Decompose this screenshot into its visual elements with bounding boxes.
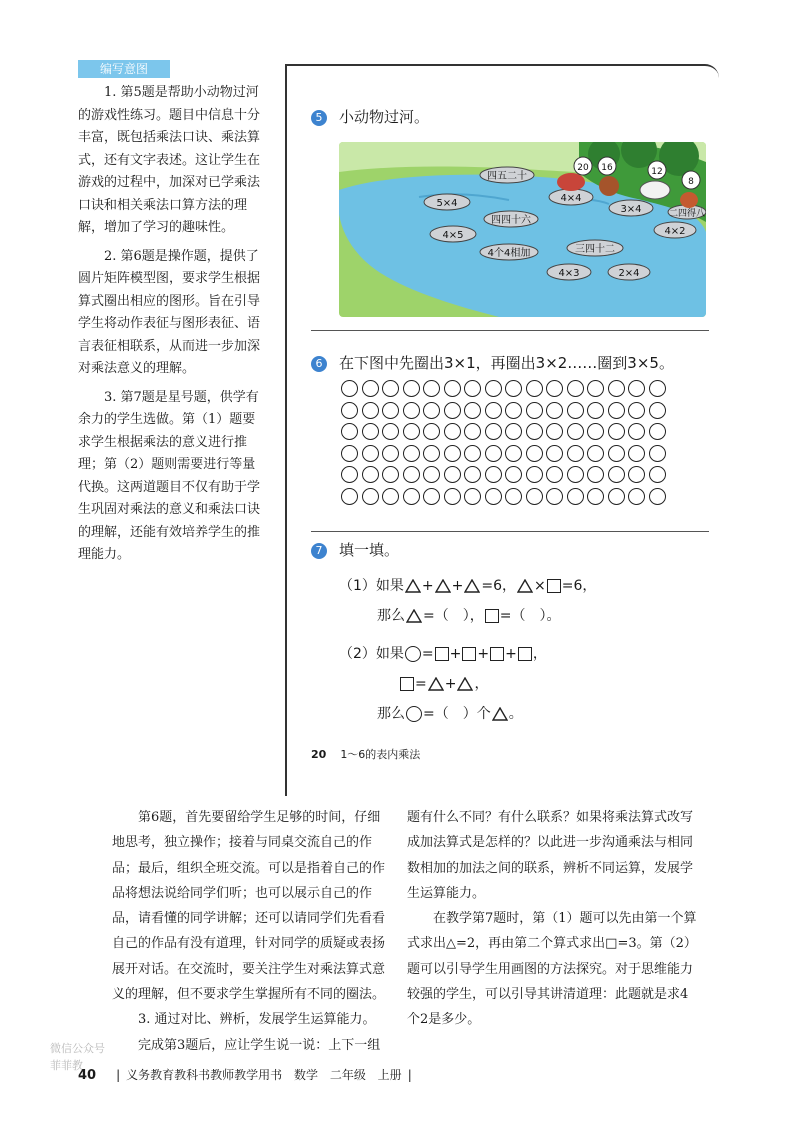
textbook-footer — [311, 746, 420, 762]
counter-circle — [403, 402, 420, 419]
question-text: 在下图中先圈出3×1，再圈出3×2……圈到3×5。 — [339, 354, 674, 372]
counter-circle — [567, 466, 584, 483]
counter-circle — [362, 380, 379, 397]
times-sign: × — [534, 578, 546, 594]
stone-label: 4个4相加 — [487, 248, 531, 259]
counter-circle — [464, 423, 481, 440]
counter-circle — [567, 445, 584, 462]
plus-sign: + — [421, 578, 434, 594]
circle-icon — [405, 646, 421, 662]
counter-circle — [403, 466, 420, 483]
triangle-icon — [405, 579, 421, 593]
exercise-label: （1）如果 — [339, 578, 404, 594]
counter-circle — [382, 488, 399, 505]
stone-label: 3×4 — [620, 204, 642, 215]
answer-blank: =（ ）个 — [423, 706, 491, 722]
counter-circle — [464, 402, 481, 419]
fox-body — [557, 173, 585, 191]
triangle-icon — [492, 707, 508, 721]
animal-number: 16 — [601, 163, 613, 173]
counter-circle — [526, 380, 543, 397]
counter-circle — [587, 466, 604, 483]
stone-label: 4×3 — [558, 268, 580, 279]
counter-circle — [505, 445, 522, 462]
body-paragraph: 第6题，首先要留给学生足够的时间，仔细地思考，独立操作；接着与同桌交流自己的作品；最后，组织全班交流。可以是指着自己的作品将想法说给同学们听；也可以展示自己的作品，请看懂的同学讲解；还可以请同学们先看看自己的作品有没有道理，针对同学的质疑或表扬展开对话。在交流时，要关注学生对乘法算式意义的理解，但不要求学生掌握所有不同的圈法。 — [112, 810, 386, 1003]
plus-sign: + — [444, 676, 457, 692]
exercise-1-condition — [339, 571, 596, 601]
stone-label: 2×4 — [618, 268, 640, 279]
equals-six: =6， — [481, 578, 517, 594]
counter-circle — [423, 466, 440, 483]
plus-sign: + — [477, 646, 490, 662]
counter-circle — [546, 402, 563, 419]
counter-circle — [444, 466, 461, 483]
plus-sign: + — [505, 646, 517, 662]
sidebar-paragraph: 2. 第6题是操作题，提供了圆片矩阵模型图，要求学生根据算式圈出相应的图形。旨在引导学生将动作表征与图形表征、语言表征相联系，从而进一步加深对乘法意义的理解。 — [78, 248, 261, 376]
counter-circle — [341, 423, 358, 440]
period: 。 — [508, 706, 523, 722]
counter-circle — [608, 488, 625, 505]
counter-circle — [485, 466, 502, 483]
counter-circle — [587, 423, 604, 440]
counter-circle — [608, 423, 625, 440]
counter-circle — [526, 402, 543, 419]
counter-circle — [403, 380, 420, 397]
counter-circle — [608, 380, 625, 397]
counter-circle — [608, 466, 625, 483]
counter-circle — [444, 423, 461, 440]
design-intent-sidebar — [78, 58, 268, 567]
sidebar-paragraph: 1. 第5题是帮助小动物过河的游戏性练习。题目中信息十分丰富，既包括乘法口诀、乘法算式，还有文字表述。这让学生在游戏的过程中，加深对已学乘法口诀和相关乘法口算方法的理解，增加了学习的趣味性。 — [78, 85, 261, 235]
plus-sign: + — [449, 646, 462, 662]
square-icon — [547, 579, 561, 593]
counter-circle — [628, 380, 645, 397]
counter-circle — [526, 423, 543, 440]
counter-circle — [485, 402, 502, 419]
triangle-icon — [517, 579, 533, 593]
equals-sign: = — [421, 646, 434, 662]
counter-circle — [464, 445, 481, 462]
exercise-2-substitution — [339, 669, 596, 699]
counter-circle — [649, 423, 666, 440]
squirrel-body — [680, 192, 698, 208]
counter-circle — [403, 445, 420, 462]
textbook-unit-title: 1～6的表内乘法 — [340, 748, 421, 761]
body-paragraph: 3. 通过对比、辨析，发展学生运算能力。 — [138, 1012, 376, 1028]
counter-circle — [485, 488, 502, 505]
counter-circle — [649, 445, 666, 462]
circle-row — [341, 380, 711, 397]
counter-circle — [546, 423, 563, 440]
counter-circle — [526, 466, 543, 483]
equals-sign: = — [415, 676, 427, 692]
counter-circle — [505, 380, 522, 397]
circle-row — [341, 466, 711, 483]
circle-row — [341, 488, 711, 505]
counter-circle — [485, 445, 502, 462]
counter-circle — [567, 423, 584, 440]
triangle-icon — [428, 677, 444, 691]
counter-circle — [423, 488, 440, 505]
counter-circle — [362, 488, 379, 505]
stone-label: 二四得八 — [668, 209, 706, 219]
textbook-page-number: 20 — [311, 748, 327, 761]
fill-in-exercises — [339, 571, 596, 729]
answer-blank: =（ ）。 — [499, 608, 561, 624]
stone-label: 四五二十 — [487, 171, 527, 182]
counter-circle — [546, 488, 563, 505]
question-number-badge: 6 — [311, 356, 327, 372]
watermark-line: 微信公众号 — [50, 1042, 105, 1055]
animal-number: 8 — [688, 177, 694, 187]
square-icon — [400, 677, 414, 691]
counter-circle — [587, 445, 604, 462]
triangle-icon — [457, 677, 473, 691]
counter-circle — [628, 423, 645, 440]
question-7 — [311, 539, 399, 560]
counter-circle — [382, 445, 399, 462]
counter-circle — [362, 402, 379, 419]
counter-circle — [546, 466, 563, 483]
square-icon — [518, 647, 532, 661]
triangle-icon — [435, 579, 451, 593]
counter-circle — [382, 402, 399, 419]
counter-circle — [362, 445, 379, 462]
circle-row — [341, 445, 711, 462]
counter-circle — [423, 402, 440, 419]
counter-circle — [464, 466, 481, 483]
stone-label: 5×4 — [436, 198, 458, 209]
counter-circle — [341, 380, 358, 397]
counter-circle — [464, 488, 481, 505]
counter-circle — [403, 423, 420, 440]
counter-circle — [649, 380, 666, 397]
circle-matrix — [341, 380, 711, 509]
divider — [311, 531, 709, 532]
square-icon — [462, 647, 476, 661]
answer-blank: =（ ）， — [423, 608, 484, 624]
body-paragraph: 完成第3题后，应让学生说一说：上下一组 — [138, 1037, 381, 1053]
page-footer: 40 | 义务教育教科书教师教学用书 数学 二年级 上册 | — [78, 1068, 412, 1083]
counter-circle — [423, 445, 440, 462]
comma: ， — [532, 646, 547, 662]
page-number: 40 — [78, 1068, 97, 1083]
body-column-right — [407, 805, 699, 1033]
question-5 — [311, 106, 429, 127]
counter-circle — [567, 402, 584, 419]
counter-circle — [628, 445, 645, 462]
counter-circle — [628, 466, 645, 483]
goat-body — [640, 181, 670, 199]
triangle-icon — [406, 609, 422, 623]
counter-circle — [505, 466, 522, 483]
body-column-left — [112, 805, 392, 1058]
square-icon — [485, 609, 499, 623]
counter-circle — [362, 423, 379, 440]
plus-sign: + — [451, 578, 464, 594]
counter-circle — [546, 380, 563, 397]
equals-six: =6， — [561, 578, 597, 594]
stone-label: 4×2 — [664, 226, 686, 237]
counter-circle — [526, 488, 543, 505]
counter-circle — [423, 423, 440, 440]
counter-circle — [485, 423, 502, 440]
counter-circle — [587, 488, 604, 505]
counter-circle — [464, 380, 481, 397]
counter-circle — [341, 466, 358, 483]
counter-circle — [423, 380, 440, 397]
counter-circle — [649, 466, 666, 483]
textbook-page — [285, 64, 719, 796]
watermark-line: 菲菲教 — [50, 1059, 83, 1072]
counter-circle — [444, 488, 461, 505]
stone-label: 4×5 — [442, 230, 464, 241]
counter-circle — [341, 445, 358, 462]
then-label: 那么 — [377, 706, 405, 722]
square-icon — [490, 647, 504, 661]
grade: 二年级 — [329, 1068, 366, 1082]
counter-circle — [628, 402, 645, 419]
circle-icon — [406, 706, 422, 722]
sidebar-paragraph: 3. 第7题是星号题，供学有余力的学生选做。第（1）题要求学生根据乘法的意义进行推理；第（2）题则需要进行等量代换。这两道题目不仅有助于学生巩固对乘法的意义和乘法口诀的理解，还能有效培养学生的推理能力。 — [78, 389, 261, 562]
river-crossing-illustration — [339, 142, 706, 317]
counter-circle — [587, 380, 604, 397]
question-number-badge: 5 — [311, 110, 327, 126]
then-label: 那么 — [377, 608, 405, 624]
stone-label: 三四十二 — [575, 244, 615, 255]
comma: ， — [474, 676, 489, 692]
question-text: 填一填。 — [339, 541, 400, 559]
counter-circle — [587, 402, 604, 419]
counter-circle — [444, 380, 461, 397]
counter-circle — [444, 445, 461, 462]
counter-circle — [628, 488, 645, 505]
counter-circle — [649, 488, 666, 505]
exercise-2-answer — [339, 699, 596, 729]
counter-circle — [382, 423, 399, 440]
counter-circle — [567, 380, 584, 397]
circle-row — [341, 402, 711, 419]
volume: 上册 — [377, 1068, 402, 1082]
counter-circle — [403, 488, 420, 505]
counter-circle — [382, 380, 399, 397]
question-6 — [311, 352, 674, 373]
animal-number: 20 — [577, 163, 589, 173]
circle-row — [341, 423, 711, 440]
counter-circle — [608, 445, 625, 462]
animal-number: 12 — [651, 167, 663, 177]
counter-circle — [546, 445, 563, 462]
subject: 数学 — [293, 1068, 318, 1082]
counter-circle — [444, 402, 461, 419]
book-title: 义务教育教科书教师教学用书 — [126, 1068, 283, 1082]
question-number-badge: 7 — [311, 543, 327, 559]
divider — [311, 330, 709, 331]
counter-circle — [341, 402, 358, 419]
counter-circle — [649, 402, 666, 419]
counter-circle — [382, 466, 399, 483]
counter-circle — [567, 488, 584, 505]
body-paragraph: 在教学第7题时，第（1）题可以先由第一个算式求出△=2，再由第二个算式求出□=3。第（2）题可以引导学生用画图的方法探究。对于思维能力较强的学生，可以引导其讲清道理：此题就是求4个2是多少。 — [407, 911, 697, 1028]
question-text: 小动物过河。 — [339, 108, 430, 126]
triangle-icon — [464, 579, 480, 593]
stone-label: 四四十六 — [491, 215, 531, 226]
exercise-2-condition — [339, 639, 596, 669]
counter-circle — [505, 423, 522, 440]
counter-circle — [341, 488, 358, 505]
counter-circle — [526, 445, 543, 462]
body-paragraph: 题有什么不同？有什么联系？如果将乘法算式改写成加法算式是怎样的？以此进一步沟通乘法与相同数相加的加法之间的联系，辨析不同运算，发展学生运算能力。 — [407, 810, 694, 901]
monkey-body — [599, 176, 619, 196]
sidebar-title: 编写意图 — [78, 60, 170, 78]
counter-circle — [505, 488, 522, 505]
exercise-1-answer — [339, 601, 596, 631]
counter-circle — [485, 380, 502, 397]
square-icon — [435, 647, 449, 661]
counter-circle — [362, 466, 379, 483]
counter-circle — [505, 402, 522, 419]
exercise-label: （2）如果 — [339, 646, 404, 662]
stone-label: 4×4 — [560, 193, 582, 204]
counter-circle — [608, 402, 625, 419]
